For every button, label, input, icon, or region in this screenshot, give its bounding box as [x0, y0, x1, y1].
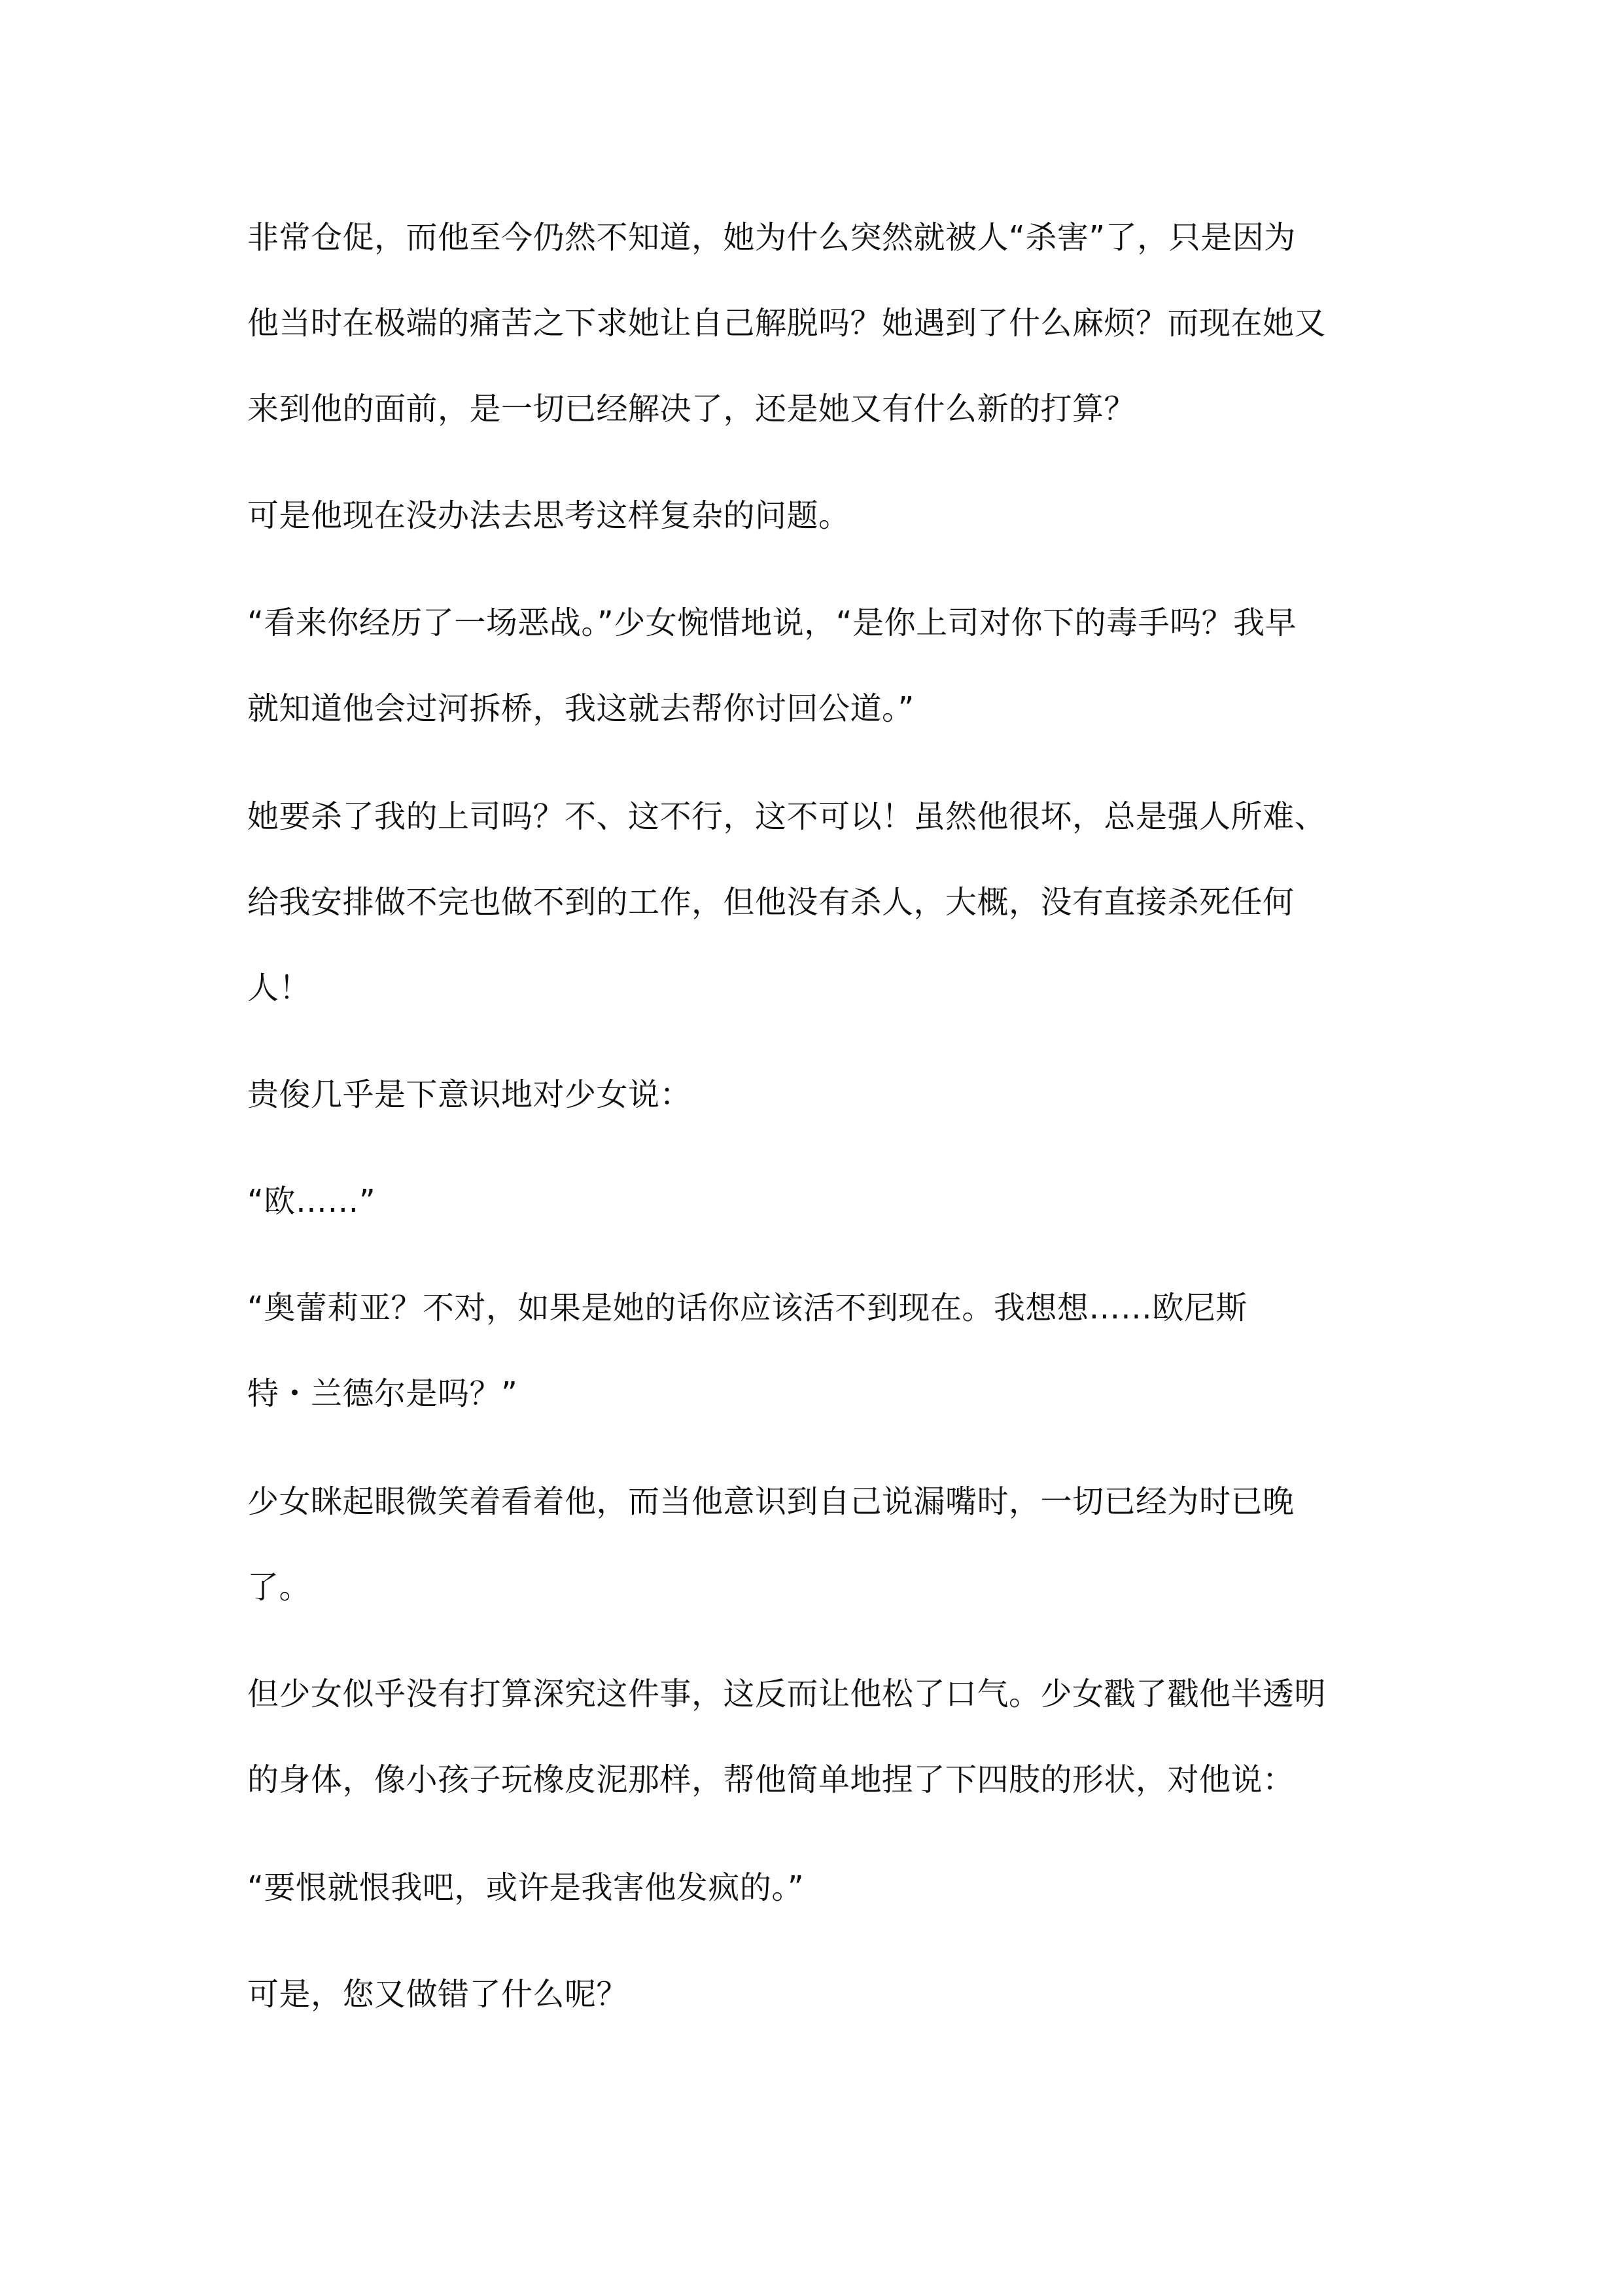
text-line: 她要杀了我的上司吗？不、这不行，这不可以！虽然他很坏，总是强人所难、	[247, 798, 1327, 835]
text-line: 可是，您又做错了什么呢？	[247, 1976, 629, 2013]
text-line: “看来你经历了一场恶战。”少女惋惜地说，“是你上司对你下的毒手吗？我早	[247, 605, 1297, 641]
text-line: 可是他现在没办法去思考这样复杂的问题。	[247, 497, 850, 534]
text-line: 贵俊几乎是下意识地对少女说：	[247, 1076, 692, 1113]
text-line: 特・兰德尔是吗？”	[247, 1375, 518, 1412]
text-line: 了。	[247, 1569, 311, 1606]
text-line: 非常仓促，而他至今仍然不知道，她为什么突然就被人“杀害”了，只是因为	[247, 219, 1296, 256]
document-page	[247, 0, 1412, 2296]
text-line: 给我安排做不完也做不到的工作，但他没有杀人，大概，没有直接杀死任何	[247, 884, 1295, 921]
text-line: 就知道他会过河拆桥，我这就去帮你讨回公道。”	[247, 690, 915, 727]
text-line: “要恨就恨我吧，或许是我害他发疯的。”	[247, 1869, 805, 1906]
text-line: 人！	[247, 970, 311, 1006]
text-line: 他当时在极端的痛苦之下求她让自己解脱吗？她遇到了什么麻烦？而现在她又	[247, 305, 1327, 342]
text-line: “奥蕾莉亚？不对，如果是她的话你应该活不到现在。我想想……欧尼斯	[247, 1290, 1248, 1326]
text-line: 但少女似乎没有打算深究这件事，这反而让他松了口气。少女戳了戳他半透明	[247, 1676, 1327, 1712]
text-line: 来到他的面前，是一切已经解决了，还是她又有什么新的打算？	[247, 391, 1136, 427]
text-line: 的身体，像小孩子玩橡皮泥那样，帮他简单地捏了下四肢的形状，对他说：	[247, 1761, 1295, 1798]
text-line: “欧……”	[247, 1183, 376, 1220]
text-line: 少女眯起眼微笑着看着他，而当他意识到自己说漏嘴时，一切已经为时已晚	[247, 1483, 1295, 1520]
